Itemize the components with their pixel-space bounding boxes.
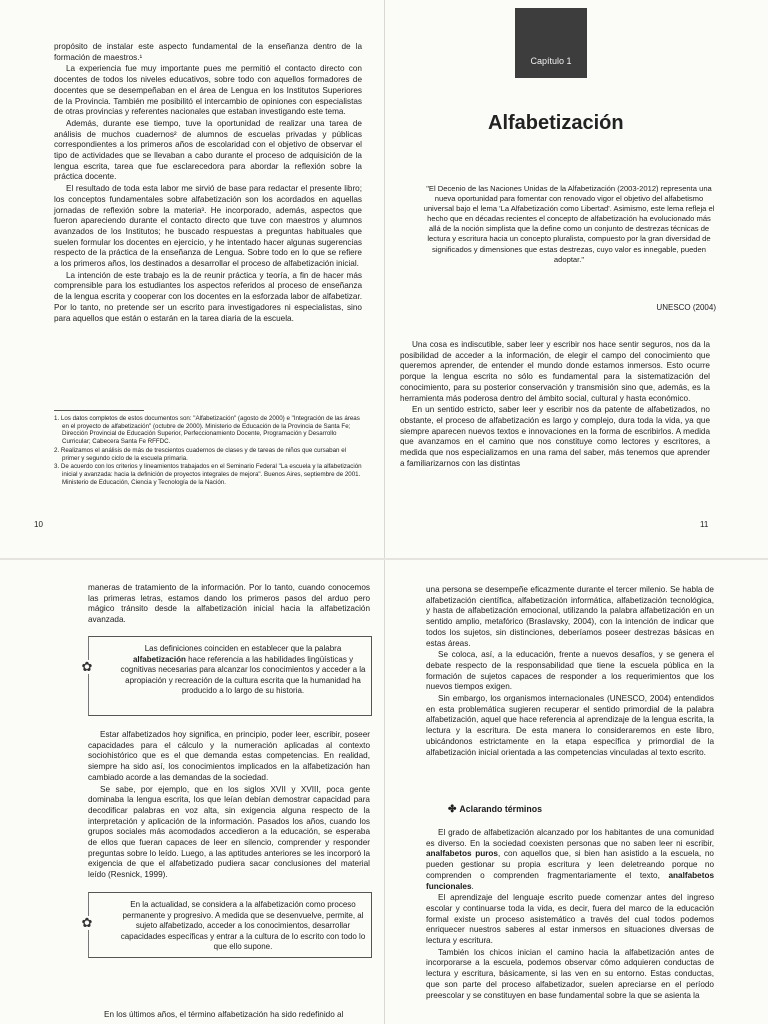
page-10: [0, 0, 384, 560]
keyword-analfabetos-funcionales: analfabetos funcionales: [426, 870, 714, 891]
chapter-tab: [515, 8, 587, 78]
paragraph: maneras de tratamiento de la información. Por lo tanto, cuando conocemos las primeras letras, estamos dando los primeros pasos del arduo pero mágico tránsito desde la alfabetización inicial hacia la alfabetización avanzada.: [88, 583, 370, 625]
paragraph: Se coloca, así, a la educación, frente a nuevos desafíos, y se genera el debate respecto de la responsabilidad que tiene la escuela pública en la formación de sujetos capaces de responder a los requerimientos que los nuevos tiempos exigen.: [426, 650, 714, 692]
definition-text: [118, 644, 368, 697]
keyword-alfabetizacion: alfabetización: [132, 654, 186, 664]
keyword-analfabetos-puros: analfabetos puros: [426, 849, 498, 859]
paragraph: una persona se desempeñe eficazmente durante el tercer milenio. Se habla de alfabetización científica, alfabetización informática, alfabetización tecnológica, y hasta de alfabetización emocional, utilizando la palabra alfabetización en un sentido amplio, metafórico (Braslavsky, 2004), con la intención de indicar que todos los sujetos, sin distinciones, deberíamos poseer destrezas básicas en estas áreas.: [426, 585, 714, 648]
chapter-title: Alfabetización: [488, 112, 624, 134]
paragraph: También los chicos inician el camino hacia la alfabetización antes de incorporarse a la escuela, podemos observar cómo adquieren conductas de lectura y escritura, básicamente, si las ven en su entorno. Estas conductas, que son parte del proceso alfabetizador, suelen apreciarse en el período preescolar y se constituyen en base fundamental sobre la que se asienta la: [426, 947, 714, 1000]
paragraph: Además, durante ese tiempo, tuve la oportunidad de realizar una tarea de análisis de muchos cuadernos² de alumnos de escuelas privadas y públicas correspondientes a los primeros años de escolaridad con el objetivo de observar el tipo de actividades que se llevaban a cabo durante el proceso de adquisición de la lengua escrita, tarea que fue esclarecedora para abordar la reflexión sobre la práctica docente.: [54, 118, 362, 182]
text: El grado de alfabetización alcanzado por los habitantes de una comunidad es diverso. En la sociedad coexisten personas que no saben leer ni escribir,: [426, 828, 714, 848]
paragraph: En un sentido estricto, saber leer y escribir nos da patente de alfabetizados, no obstante, el proceso de alfabetización es largo y complejo, dura toda la vida, ya que siempre aparecen nuevos textos e innovaciones en la forma de escribirlos. A medida que avanzamos en el camino que nos constituye como lectores y escritores, a medida que nos especializamos en una rama del saber, más tenemos que aprender a familiarizarnos con las distintas: [400, 405, 710, 468]
footnote: 1. Los datos completos de estos documentos son: "Alfabetización" (agosto de 2000) e "Integración de las áreas en el proyecto de alfabetización" (octubre de 2000). Ministerio de Educación de la Provincia de Santa Fe; Dirección Provincial de Educación Superior, Perfeccionamiento Docente, Programación y Desarrollo Curricular; Cabecera Santa Fe RFFDC.: [54, 415, 360, 446]
definition-text-start: Las definiciones coinciden en establecer que la palabra: [144, 644, 342, 653]
paragraph: El resultado de toda esta labor me sirvió de base para redactar el presente libro; los conceptos fundamentales sobre alfabetización son los acordados en aquellas jornadas de reflexión sobre la materia³. He incorporado, además, aspectos que fueron apareciendo durante el contacto directo que tuve con maestros y alumnos avanzados de los Institutos; he buscado respuestas a preguntas habituales que suelen formular los docentes en ejercicio, y he intentado hacer algunas sugerencias respecto de la práctica de la enseñanza de Lengua. Sobre todo en lo que se refiere a los primeros años, los destinados a desarrollar el proceso de alfabetización inicial.: [54, 184, 362, 269]
definition-text: En la actualidad, se considera a la alfabetización como proceso permanente y progresivo. A medida que se desenvuelve, permite, al sujeto alfabetizado, acceder a los conocimientos, desarrollar capacidades específicas y entrar a la cultura de lo escrito con todo lo que ello supone.: [120, 900, 366, 952]
paragraph: El aprendizaje del lenguaje escrito puede comenzar antes del ingreso escolar y continuarse toda la vida, es decir, fuera del marco de la educación formal existe un proceso asistemático a través del cual todos podemos enriquecer nuestros saberes al estar inmersos en situaciones diversas de lectura y escritura.: [426, 893, 714, 946]
gutter: [384, 560, 385, 1024]
text: , con aquellos que, si bien han asistido a la escuela, no pueden gestionar su propia escritura y leen deletreando porque no comprenden o comprenden fragmentariamente el texto,: [426, 849, 714, 880]
page-12-intro: [88, 583, 370, 627]
quote-source: UNESCO (2004): [656, 303, 716, 312]
footnotes: [54, 410, 362, 487]
paragraph: En los últimos años, el término alfabetización ha sido redefinido al: [104, 1010, 344, 1019]
page-11-body: [400, 340, 710, 470]
paragraph: [426, 828, 714, 892]
flower-icon: ✿: [81, 659, 93, 674]
footnote: 3. De acuerdo con los criterios y lineamientos trabajados en el Seminario Federal "La escuela y la alfabetización inicial y avanzada: hacia la definición de proyectos integrales de mejora". Buenos Aires, septiembre de 2001. Ministerio de Educación, Ciencia y Tecnología de la Nación.: [54, 463, 362, 486]
paragraph: La experiencia fue muy importante pues me permitió el contacto directo con docentes de todos los niveles educativos, sobre todo con aquellos formadores de docentes que se desempeñaban en el área de Lengua en los Institutos Superiores de la Provincia. También me posibilitó el intercambio de opiniones con especialistas de otras provincias y referentes nacionales que estaban investigando este tema.: [54, 64, 362, 117]
page-10-body: [54, 42, 362, 325]
paragraph: La intención de este trabajo es la de reunir práctica y teoría, a fin de hacer más comprensible para los estudiantes los aspectos referidos al proceso de enseñanza de la lengua escrita y cooperar con los docentes en la esforzada labor de alfabetizar. Por lo tanto, no pretende ser un escrito para investigadores ni especialistas, sino para aquellos que están o estarán en la tarea diaria de la escuela.: [54, 270, 362, 323]
page-number: 10: [34, 520, 43, 529]
section-heading-text: Aclarando términos: [459, 804, 543, 814]
chapter-label: Capítulo 1: [530, 56, 572, 66]
page-12-body: [88, 730, 370, 882]
epigraph-quote: "El Decenio de las Naciones Unidas de la Alfabetización (2003-2012) representa una nueva oportunidad para fomentar con renovado vigor el objetivo del alfabetismo universal bajo el lema 'La Alfabetización como Libertad'. Asimismo, este lema refleja el hecho que en décadas recientes el concepto de alfabetización ha evolucionado más allá de la noción simplista que la define como un conjunto de destrezas técnicas de lectura y escritura hacia un concepto pluralista, compuesto por la gran diversidad de significados y dimensiones que estas destrezas, cuyo valor es innegable, pueden adoptar.": [423, 184, 715, 264]
footnote-rule: [54, 410, 144, 411]
gutter: [384, 0, 385, 560]
text: .: [471, 881, 474, 891]
footnote: 2. Realizamos el análisis de más de trescientos cuadernos de clases y de tareas de niños que cursaban el primer y segundo ciclo de la escuela primaria.: [54, 446, 347, 462]
page-13-body: [426, 585, 714, 759]
flower-icon: ✿: [81, 915, 93, 930]
paragraph: propósito de instalar este aspecto fundamental de la enseñanza dentro de la formación de maestros.¹: [54, 42, 362, 62]
page-number: 11: [700, 520, 709, 529]
page-12-last-line: [104, 1010, 372, 1022]
definition-text-end: hace referencia a las habilidades lingüísticas y cognitivas necesarias para alcanzar los conocimientos y acceder a la apropiación y recreación de la cultura escrita que la humanidad ha producido a lo largo de su historia.: [120, 654, 366, 696]
paragraph: Una cosa es indiscutible, saber leer y escribir nos hace sentir seguros, nos da la posibilidad de acceder a la información, de elegir el campo del conocimiento que queremos aprender, de entender el mundo donde estamos inmersos. Esto ocurre porque la lengua escrita no sólo es fundamental para la sistematización del conocimiento, para su posterior conservación y transmisión sino que, además, es la herramienta más poderosa dentro del ámbito social, cultural y hasta económico.: [400, 340, 710, 403]
page-13-body-2: [426, 828, 714, 1002]
page-11: [384, 0, 768, 560]
flower-icon: ✤: [448, 804, 457, 815]
paragraph: Sin embargo, los organismos internacionales (UNESCO, 2004) entendidos en esta problemática sugieren recuperar el sentido primordial de la palabra alfabetización, aquel que hace referencia al aprendizaje de la lengua escrita, la lectura y la escritura. De esta manera lo consideraremos en este libro, ubicándonos estrictamente en la etapa específica y primordial de la alfabetización inicial orientada a las competencias vinculadas al texto escrito.: [426, 694, 714, 757]
paragraph: Estar alfabetizados hoy significa, en principio, poder leer, escribir, poseer capacidades para el cálculo y la numeración aplicadas al contexto sociohistórico que es el que demanda estas competencias. En realidad, siempre ha sido así, los conocimientos implicados en la alfabetización han cambiado acorde a las demandas de la sociedad.: [88, 730, 370, 782]
section-heading: [448, 804, 542, 815]
paragraph: Se sabe, por ejemplo, que en los siglos XVII y XVIII, poca gente dominaba la lengua escrita, los que leían debían demostrar capacidad para decodificar palabras en voz alta, sin exigencia alguna respecto de la interpretación y aplicación de la información. Pasados los años, cuando los grupos sociales más acomodados accedieron a la educación, se esperaba de ellos que fueran capaces de leer en silencio, comprender y responder preguntas sobre lo leído. Luego, a las aptitudes anteriores se les incorporó la exigencia de que el alfabetizado pudiera sacar conclusiones del material leído (Resnick, 1999).: [88, 784, 370, 880]
